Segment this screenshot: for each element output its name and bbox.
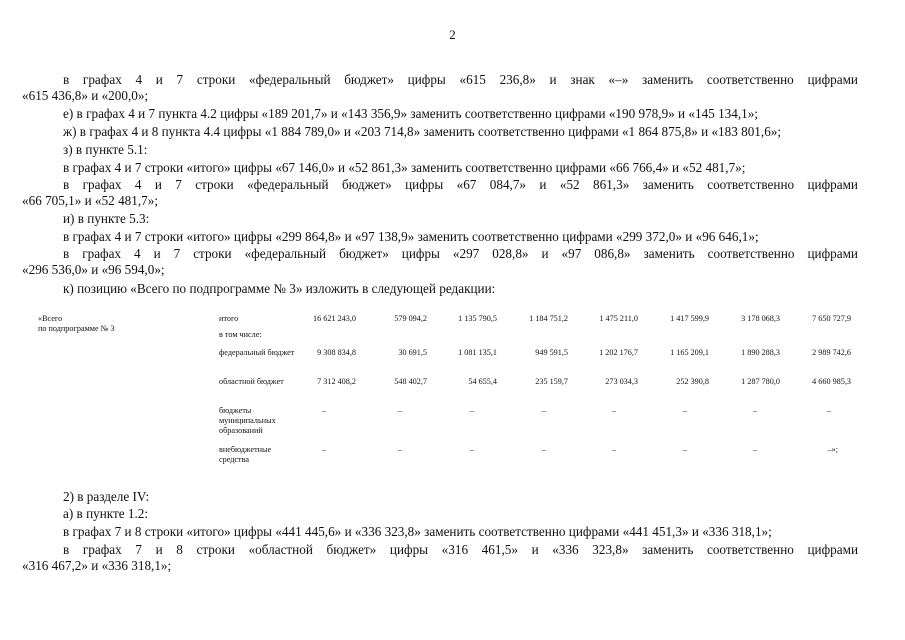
table-cell: 7 312 408,2 (317, 377, 356, 386)
table-cell: 1 475 211,0 (599, 314, 638, 323)
item-k: к) позицию «Всего по подпрограмме № 3» изложить в следующей редакции: (63, 281, 496, 296)
section-2-item-a: а) в пункте 1.2: (63, 506, 149, 521)
table-cell: 579 094,2 (394, 314, 427, 323)
subprogram-3-table (0, 308, 905, 468)
paragraph-line: «296 536,0» и «96 594,0»; (22, 262, 165, 277)
paragraph-line: в графах 4 и 7 строки «федеральный бюджет» цифры «615 236,8» и знак «–» заменить соответственно цифрами (63, 72, 858, 87)
table-cell: 16 621 243,0 (313, 314, 356, 323)
table-cell: – (469, 445, 474, 454)
paragraph-line: «615 436,8» и «200,0»; (22, 88, 149, 103)
row-label: итого (219, 314, 239, 323)
table-cell: – (321, 445, 326, 454)
table-cell: 2 989 742,6 (812, 348, 851, 357)
table-cell: 1 165 209,1 (670, 348, 709, 357)
paragraph-line: «316 467,2» и «336 318,1»; (22, 558, 172, 573)
table-cell: 3 178 068,3 (741, 314, 780, 323)
table-cell: 1 890 288,3 (741, 348, 780, 357)
table-cell: 252 390,8 (676, 377, 709, 386)
table-cell: – (397, 445, 402, 454)
table-cell: – (682, 406, 687, 415)
table-cell: 548 402,7 (394, 377, 427, 386)
table-cell: 1 287 780,0 (741, 377, 780, 386)
table-cell: 1 184 751,2 (529, 314, 568, 323)
table-cell: 4 660 985,3 (812, 377, 851, 386)
table-cell: 9 308 834,8 (317, 348, 356, 357)
table-cell: – (321, 406, 326, 415)
row-label: областной бюджет (219, 377, 284, 386)
table-cell: –»; (827, 445, 838, 454)
item-i: и) в пункте 5.3: (63, 211, 150, 226)
paragraph-line: в графах 4 и 7 строки «федеральный бюджет» цифры «297 028,8» и «97 086,8» заменить соответственно цифрами (63, 246, 858, 261)
table-cell: – (541, 445, 546, 454)
table-cell: 54 655,4 (468, 377, 497, 386)
table-cell: – (611, 406, 616, 415)
item-zh: ж) в графах 4 и 8 пункта 4.4 цифры «1 884 789,0» и «203 714,8» заменить соответственно цифрами «1 864 875,8» и «183 801,6»; (63, 124, 782, 139)
table-cell: 273 034,3 (605, 377, 638, 386)
item-z-line-1: в графах 4 и 7 строки «итого» цифры «67 146,0» и «52 861,3» заменить соответственно цифрами «66 766,4» и «52 481,7»; (63, 160, 746, 175)
section-2-item-a-line-1: в графах 7 и 8 строки «итого» цифры «441 445,6» и «336 323,8» заменить соответственно цифрами «441 451,3» и «336 318,1»; (63, 524, 772, 539)
item-i-line-1: в графах 4 и 7 строки «итого» цифры «299 864,8» и «97 138,9» заменить соответственно цифрами «299 372,0» и «96 646,1»; (63, 229, 759, 244)
table-title: по подпрограмме № 3 (38, 324, 115, 333)
table-title: «Всего (38, 314, 63, 323)
table-cell: 30 691,5 (398, 348, 427, 357)
table-cell: – (752, 406, 757, 415)
table-cell: – (541, 406, 546, 415)
table-cell: 7 650 727,9 (812, 314, 851, 323)
paragraph-line: в графах 7 и 8 строки «областной бюджет» цифры «316 461,5» и «336 323,8» заменить соответственно цифрами (63, 542, 858, 557)
page-number: 2 (449, 27, 456, 42)
paragraph-line: «66 705,1» и «52 481,7»; (22, 193, 159, 208)
table-cell: 949 591,5 (535, 348, 568, 357)
table-cell: – (752, 445, 757, 454)
item-z: з) в пункте 5.1: (63, 142, 148, 157)
row-label: внебюджетные средства (219, 445, 272, 464)
table-cell: – (826, 406, 831, 415)
section-2-heading: 2) в разделе IV: (63, 489, 150, 504)
table-cell: – (611, 445, 616, 454)
row-label: в том числе: (219, 330, 262, 339)
table-cell: 1 135 790,5 (458, 314, 497, 323)
table-cell: – (397, 406, 402, 415)
row-label: федеральный бюджет (219, 348, 295, 357)
table-cell: 235 159,7 (535, 377, 568, 386)
table-cell: 1 202 176,7 (599, 348, 638, 357)
table-cell: – (469, 406, 474, 415)
table-cell: – (682, 445, 687, 454)
row-label: бюджеты муниципальных образований (219, 406, 276, 435)
item-e: е) в графах 4 и 7 пункта 4.2 цифры «189 201,7» и «143 356,9» заменить соответственно цифрами «190 978,9» и «145 134,1»; (63, 106, 759, 121)
table-cell: 1 081 135,1 (458, 348, 497, 357)
table-cell: 1 417 599,9 (670, 314, 709, 323)
paragraph-line: в графах 4 и 7 строки «федеральный бюджет» цифры «67 084,7» и «52 861,3» заменить соответственно цифрами (63, 177, 858, 192)
